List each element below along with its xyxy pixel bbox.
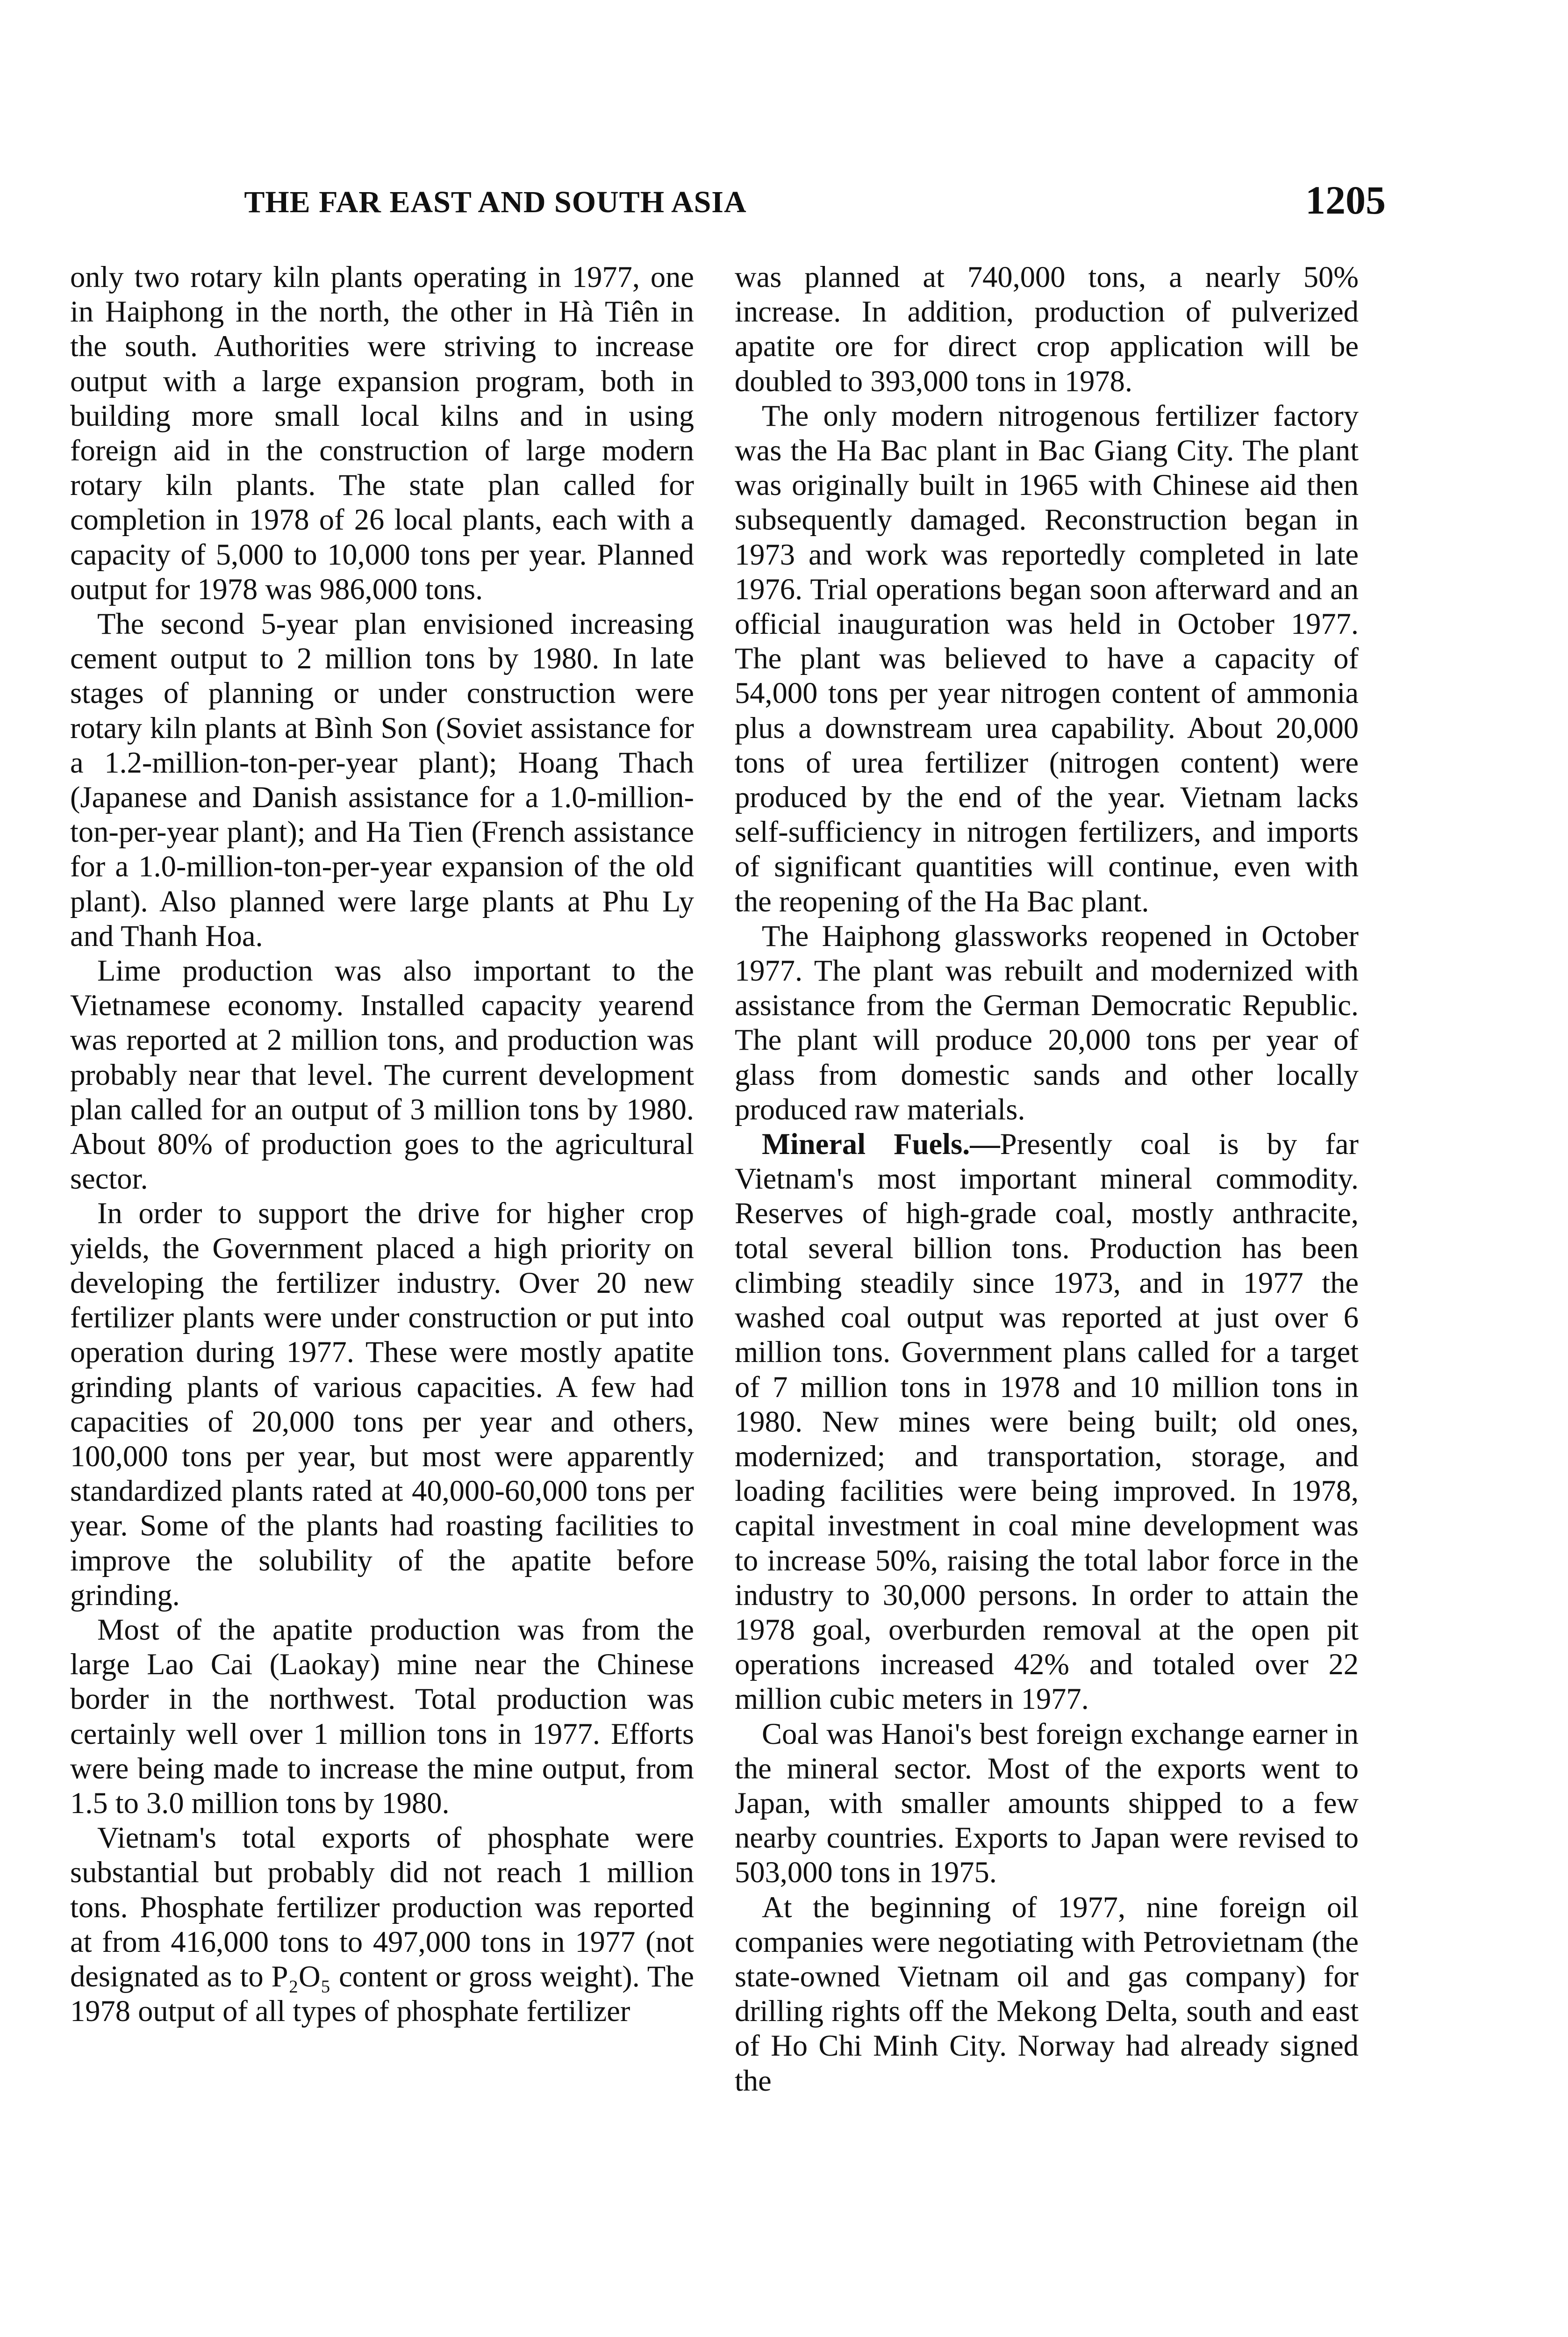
paragraph: Most of the apatite production was from the large Lao Cai (Laokay) mine near the Chinese border in the northwest. Total production was certainly well over 1 million tons in 1977. Efforts were being made to increase the mine output, from 1.5 to 3.0 million tons by 1980. bbox=[70, 1613, 694, 1820]
running-title: THE FAR EAST AND SOUTH ASIA bbox=[244, 185, 747, 219]
paragraph: The Haiphong glassworks reopened in October 1977. The plant was rebuilt and modernized with assistance from the German Democratic Republic. The plant will produce 20,000 tons per year of glass from domestic sands and other locally produced raw materials. bbox=[735, 919, 1359, 1126]
section-body: Presently coal is by far Vietnam's most important mineral commodity. Reserves of high-grade coal, mostly anthracite, total several billion tons. Production has been climbing steadily since 1973, and in 1977 the washed coal output was reported at just over 6 million tons. Government plans called for a target of 7 million tons in 1978 and 10 million tons in 1980. New mines were being built; old ones, modernized; and transportation, storage, and loading facilities were being improved. In 1978, capital investment in coal mine development was to increase 50%, raising the total labor force in the industry to 30,000 persons. In order to attain the 1978 goal, overburden removal at the open pit operations increased 42% and totaled over 22 million cubic meters in 1977. bbox=[735, 1127, 1359, 1716]
paragraph: The second 5-year plan envisioned increasing cement output to 2 million tons by 1980. In late stages of planning or under construction were rotary kiln plants at Bình Son (Soviet assistance for a 1.2-million-ton-per-year plant); Hoang Thach (Japanese and Danish assistance for a 1.0-million-ton-per-year plant); and Ha Tien (French assistance for a 1.0-million-ton-per-year expansion of the old plant). Also planned were large plants at Phu Ly and Thanh Hoa. bbox=[70, 607, 694, 953]
paragraph: Vietnam's total exports of phosphate were substantial but probably did not reach 1 million tons. Phosphate fertilizer production was reported at from 416,000 tons to 497,000 tons in 1977 (not designated as to P₂O₅ content or gross weight). The 1978 output of all types of phosphate fertilizer bbox=[70, 1821, 694, 2028]
paragraph: Coal was Hanoi's best foreign exchange earner in the mineral sector. Most of the exports went to Japan, with smaller amounts shipped to a few nearby countries. Exports to Japan were revised to 503,000 tons in 1975. bbox=[735, 1717, 1359, 1889]
paragraph: only two rotary kiln plants operating in 1977, one in Haiphong in the north, the other in Hà Tiên in the south. Authorities were striving to increase output with a large expansion program, both in building more small local kilns and in using foreign aid in the construction of large modern rotary kiln plants. The state plan called for completion in 1978 of 26 local plants, each with a capacity of 5,000 to 10,000 tons per year. Planned output for 1978 was 986,000 tons. bbox=[70, 260, 694, 606]
right-column bbox=[735, 260, 1359, 2098]
paragraph: Lime production was also important to the Vietnamese economy. Installed capacity yearend was reported at 2 million tons, and production was probably near that level. The current development plan called for an output of 3 million tons by 1980. About 80% of production goes to the agricultural sector. bbox=[70, 954, 694, 1196]
paragraph: was planned at 740,000 tons, a nearly 50% increase. In addition, production of pulverized apatite ore for direct crop application will be doubled to 393,000 tons in 1978. bbox=[735, 260, 1359, 398]
section-paragraph bbox=[735, 1127, 1359, 1716]
paragraph: The only modern nitrogenous fertilizer factory was the Ha Bac plant in Bac Giang City. The plant was originally built in 1965 with Chinese aid then subsequently damaged. Reconstruction began in 1973 and work was reportedly completed in late 1976. Trial operations began soon afterward and an official inauguration was held in October 1977. The plant was believed to have a capacity of 54,000 tons per year nitrogen content of ammonia plus a downstream urea capability. About 20,000 tons of urea fertilizer (nitrogen content) were produced by the end of the year. Vietnam lacks self-sufficiency in nitrogen fertilizers, and imports of significant quantities will continue, even with the reopening of the Ha Bac plant. bbox=[735, 399, 1359, 918]
paragraph: In order to support the drive for higher crop yields, the Government placed a high priority on developing the fertilizer industry. Over 20 new fertilizer plants were under construction or put into operation during 1977. These were mostly apatite grinding plants of various capacities. A few had capacities of 20,000 tons per year and others, 100,000 tons per year, but most were apparently standardized plants rated at 40,000-60,000 tons per year. Some of the plants had roasting facilities to improve the solubility of the apatite before grinding. bbox=[70, 1197, 694, 1612]
page-number: 1205 bbox=[1305, 178, 1386, 222]
paragraph: At the beginning of 1977, nine foreign oil companies were negotiating with Petrovietnam (the state-owned Vietnam oil and gas company) for drilling rights off the Mekong Delta, south and east of Ho Chi Minh City. Norway had already signed the bbox=[735, 1890, 1359, 2097]
left-column bbox=[70, 260, 694, 2029]
section-heading: Mineral Fuels.— bbox=[762, 1127, 1000, 1161]
